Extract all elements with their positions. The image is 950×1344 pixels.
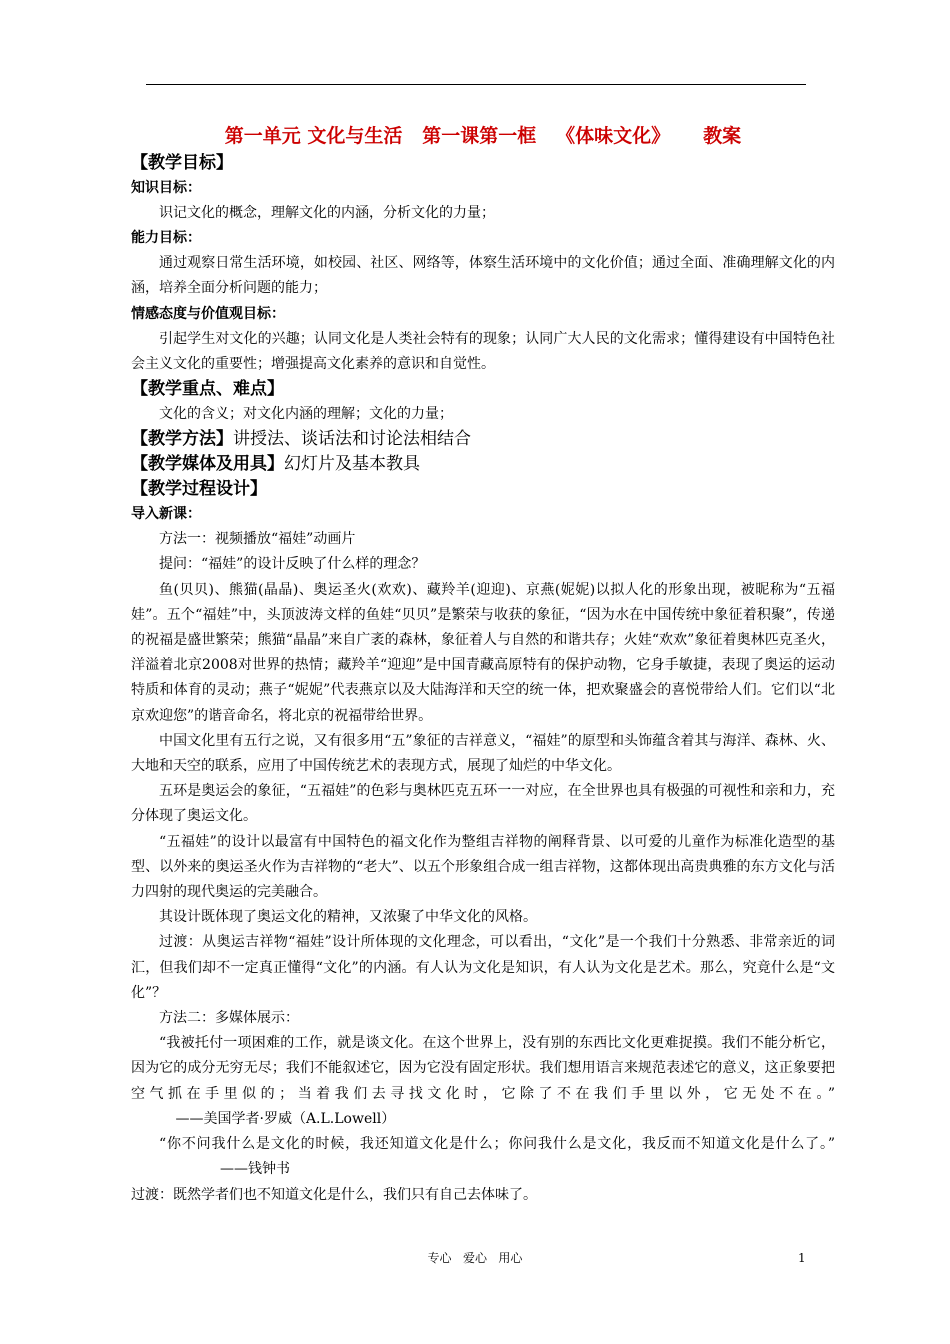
section-heading-goals: 【教学目标】 (131, 153, 233, 173)
emotion-goal-label: 情感态度与价值观目标： (131, 305, 285, 322)
paragraph: 方法一：视频播放“福娃”动画片 (159, 531, 356, 548)
emotion-goal-text: 引起学生对文化的兴趣；认同文化是人类社会特有的现象；认同广大人民的文化需求；懂得建设有中国特色社会主义文化的重要性；增强提高文化素养的意识和自觉性。 (131, 330, 835, 372)
quote-text: “我被托付一项困难的工作，就是谈文化。在这个世界上，没有别的东西比文化更难捉摸。我们不能分析它，因为它的成分无穷无尽；我们不能叙述它，因为它没有固定形状。我们想用语言来规范表述它的意义，这正象要把空气抓在手里似的；当着我们去寻找文化时，它除了不在我们手里以外，它无处不在。” (131, 1035, 835, 1102)
paragraph: 鱼(贝贝)、熊猫(晶晶)、奥运圣火(欢欢)、藏羚羊(迎迎)、京燕(妮妮)以拟人化的形象出现，被昵称为“五福娃”。五个“福娃”中，头顶波涛文样的鱼娃“贝贝”是繁荣与收获的象征，“因为水在中国传统中象征着积聚”，传递的祝福是盛世繁荣；熊猫“晶晶”来自广袤的森林，象征着人与自然的和谐共存；火娃“欢欢”象征着奥林匹克圣火，洋溢着北京2008对世界的热情；藏羚羊“迎迎”是中国青藏高原特有的保护动物，它身手敏捷，表现了奥运的运动特质和体育的灵动；燕子“妮妮”代表燕京以及大陆海洋和天空的统一体，把欢聚盛会的喜悦带给人们。它们以“北京欢迎您”的谐音命名，将北京的祝福带给世界。 (131, 581, 835, 724)
paragraph: “五福娃”的设计以最富有中国特色的福文化作为整组吉祥物的阐释背景、以可爱的儿童作为标准化造型的基型、以外来的奥运圣火作为吉祥物的“老大”、以五个形象组合成一组吉祥物，这都体现出高贵典雅的东方文化与活力四射的现代奥运的完美融合。 (131, 833, 835, 901)
document-title: 第一单元 文化与生活 第一课第一框 《体味文化》 教案 (224, 125, 742, 147)
paragraph: 方法二：多媒体展示： (159, 1010, 299, 1027)
teaching-media-text: 幻灯片及基本教具 (284, 454, 420, 475)
teaching-method-line (131, 427, 835, 452)
teaching-method-text: 讲授法、谈话法和讨论法相结合 (233, 429, 471, 450)
quote-text: “你不问我什么是文化的时候，我还知道文化是什么；你问我什么是文化，我反而不知道文化是什么了。” (159, 1136, 835, 1153)
paragraph: 提问：“福娃”的设计反映了什么样的理念？ (159, 556, 426, 573)
ability-goal-label: 能力目标： (131, 230, 201, 247)
teaching-media-label: 【教学媒体及用具】 (131, 454, 284, 475)
quote-paragraph (131, 1031, 835, 1132)
teaching-method-label: 【教学方法】 (131, 429, 233, 450)
section-heading-key-points: 【教学重点、难点】 (131, 379, 284, 400)
document-body (131, 121, 835, 1208)
header-rule (146, 84, 806, 85)
paragraph: 过渡：既然学者们也不知道文化是什么，我们只有自己去体味了。 (131, 1186, 537, 1203)
footer-motto: 专心 爱心 用心 (427, 1251, 523, 1265)
paragraph: 中国文化里有五行之说，又有很多用“五”象征的吉祥意义，“福娃”的原型和头饰蕴含着其与海洋、森林、火、大地和天空的联系，应用了中国传统艺术的表现方式，展现了灿烂的中华文化。 (131, 732, 835, 775)
quote-paragraph (131, 1132, 835, 1182)
section-heading-process: 【教学过程设计】 (131, 479, 267, 500)
paragraph: 其设计既体现了奥运文化的精神，又浓聚了中华文化的风格。 (159, 909, 537, 926)
knowledge-goal-label: 知识目标： (131, 180, 201, 196)
quote-attribution: ——钱钟书 (131, 1161, 291, 1178)
page-number: 1 (798, 1251, 806, 1265)
paragraph: 五环是奥运会的象征，“五福娃”的色彩与奥林匹克五环一一对应，在全世界也具有极强的可视性和亲和力，充分体现了奥运文化。 (131, 783, 835, 825)
paragraph: 过渡：从奥运吉祥物“福娃”设计所体现的文化理念，可以看出，“文化”是一个我们十分熟悉、非常亲近的词汇，但我们却不一定真正懂得“文化”的内涵。有人认为文化是知识，有人认为文化是艺术。那么，究竟什么是“文化”？ (131, 934, 835, 1001)
key-points-text: 文化的含义；对文化内涵的理解；文化的力量； (159, 406, 453, 423)
knowledge-goal-text: 识记文化的概念，理解文化的内涵，分析文化的力量； (159, 205, 495, 221)
ability-goal-text: 通过观察日常生活环境，如校园、社区、网络等，体察生活环境中的文化价值；通过全面、准确理解文化的内涵，培养全面分析问题的能力； (131, 255, 835, 297)
quote-attribution: ——美国学者·罗威（A.L.Lowell） (131, 1110, 396, 1127)
intro-label: 导入新课： (131, 506, 201, 523)
teaching-media-line (131, 452, 835, 477)
